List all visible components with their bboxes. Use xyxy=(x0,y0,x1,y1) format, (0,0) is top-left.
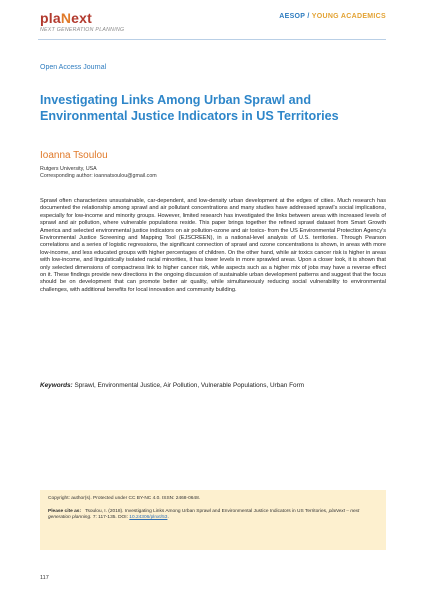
article-title: Investigating Links Among Urban Sprawl and Environmental Justice Indicators in US Territories xyxy=(40,93,339,123)
cite-pages: 7: 117-135. DOI: xyxy=(92,515,128,520)
logo-tagline: NEXT GENERATION PLANNING xyxy=(40,27,125,33)
journal-logo xyxy=(40,10,92,26)
cite-end: . xyxy=(167,515,169,520)
open-access-label: Open Access Journal xyxy=(40,64,107,71)
page-header xyxy=(0,0,424,40)
keywords-label: Keywords: xyxy=(40,382,73,389)
author-name: Ioanna Tsoulou xyxy=(40,150,108,161)
logo-text-pre: pla xyxy=(40,10,61,26)
citation-text xyxy=(48,509,378,522)
logo-text-post: ext xyxy=(71,10,92,26)
citation-box xyxy=(40,490,386,550)
corresponding-author: Corresponding author: ioannatsoulou@gmail.com xyxy=(40,173,157,180)
copyright-notice: Copyright: author(s). Protected under CC BY-NC 4.0. ISSN: 2468-0648. xyxy=(48,496,201,501)
affiliation: Rutgers University, USA xyxy=(40,166,97,172)
abstract: Sprawl often characterizes unsustainable, car-dependent, and low-density urban development at the edges of cities. Much research has documented the relationship among sprawl and air pollutant concentrations and many studies have addressed sprawl's social implications, especially for low-income and minority groups. However, limited research has investigated the links between areas with increased levels of sprawl and air pollution, where vulnerable populations reside. This paper brings together the refined sprawl dataset from Smart Growth America and selected environmental justice indicators on air pollution-ozone and air toxics- from the US Environmental Protection Agency's Environmental Justice Screening and Mapping Tool (EJSCREEN), in a national-level analysis of U.S. territories. Through Pearson correlations and a series of logistic regressions, the significant connection of sprawl and ozone concentrations is shown, in areas with more low-income, and less educated groups with higher percentages of children. On the other hand, while air toxics cancer risk is higher in areas with low-income, and linguistically isolated racial minorities, it has lower levels in more sprawled areas. Upon a closer look, it is shown that only selected dimensions of compactness link to higher cancer risk, while aspects such as a higher mix of jobs may have a reverse effect on it. These findings provide new directions in the ongoing discussion of sustainable urban development patterns and suggest that the focus should be on development that can promote better air quality, while simultaneously reducing social vulnerability to environmental challenges, with additional benefits for local innovation and community building. xyxy=(40,198,386,293)
header-divider xyxy=(38,39,386,40)
keywords-list: Sprawl, Environmental Justice, Air Pollution, Vulnerable Populations, Urban Form xyxy=(74,382,305,389)
series-name xyxy=(279,13,386,20)
page-number: 117 xyxy=(40,575,49,581)
cite-label: Please cite as: xyxy=(48,508,82,514)
series-name-right: YOUNG ACADEMICS xyxy=(311,13,386,20)
series-name-left: AESOP xyxy=(279,13,306,20)
author-affiliation-block xyxy=(40,166,157,181)
cite-body: Tsoulou, I. (2018). Investigating Links Among Urban Sprawl and Environmental Justice Indicators in US Territories, xyxy=(85,508,328,514)
series-name-separator: / xyxy=(305,13,312,20)
keywords xyxy=(40,382,386,389)
cite-journal: plaNext – next generation planning. xyxy=(48,508,360,520)
doi-link[interactable]: 10.24306/plnxt/53 xyxy=(129,515,168,520)
logo-text-n: N xyxy=(60,10,72,26)
